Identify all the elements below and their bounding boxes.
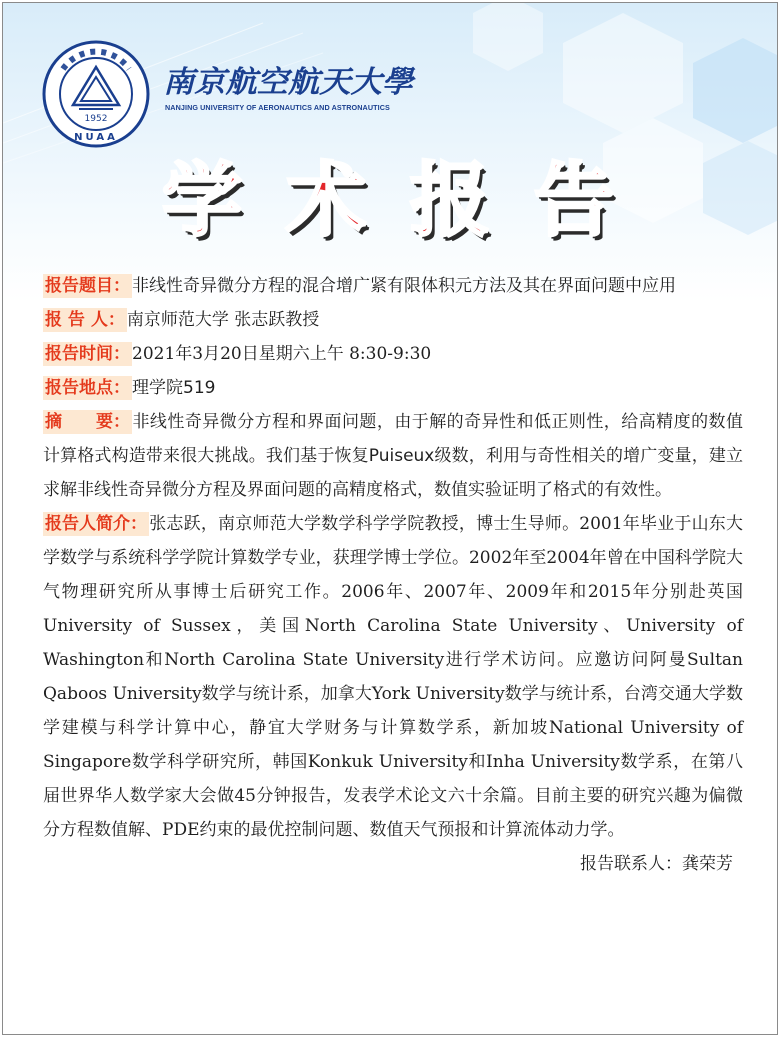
- topic-label: 报告题目：: [45, 276, 130, 296]
- time-label: 报告时间：: [45, 344, 130, 364]
- place-row: [43, 371, 743, 405]
- time-value: 2021年3月20日星期六上午 8:30-9:30: [132, 344, 432, 364]
- seal-year: 1952: [84, 114, 108, 124]
- university-name-en: NANJING UNIVERSITY OF AERONAUTICS AND ASTRONAUTICS: [165, 103, 390, 112]
- topic-row: [43, 269, 743, 303]
- speaker-value: 南京师范大学 张志跃教授: [126, 310, 320, 330]
- abstract-paragraph: [43, 405, 743, 507]
- seal-text: NUAA: [74, 132, 118, 143]
- university-name-cn: [163, 61, 423, 99]
- abstract-label: 摘 要：: [45, 412, 130, 432]
- bio-paragraph: [43, 507, 743, 847]
- abstract-text: 非线性奇异微分方程和界面问题，由于解的奇异性和低正则性，给高精度的数值计算格式构造带来很大挑战。我们基于恢复Puiseux级数，利用与奇性相关的增广变量，建立求解非线性奇异微分方程及界面问题的高精度格式，数值实验证明了格式的有效性。: [43, 412, 743, 500]
- report-content: [43, 269, 743, 881]
- topic-value: 非线性奇异微分方程的混合增广紧有限体积元方法及其在界面问题中应用: [132, 276, 676, 296]
- bio-label: 报告人简介：: [45, 514, 147, 534]
- poster: [2, 2, 778, 1035]
- svg-text:南京航空航天大學: 南京航空航天大學: [163, 65, 417, 99]
- page-title: 学术报告: [162, 154, 658, 247]
- bio-text: 张志跃，南京师范大学数学科学学院教授，博士生导师。2001年毕业于山东大学数学与系统科学学院计算数学专业，获理学博士学位。2002年至2004年曾在中国科学院大气物理研究所从事博士后研究工作。2006年、2007年、2009年和2015年分别赴英国University of Sussex，美国North Carolina State University、University of Washington和North Carolina State University进行学术访问。应邀访问阿曼Sultan Qaboos University数学与统计系，加拿大York University数学与统计系，台湾交通大学数学建模与科学计算中心，静宜大学财务与计算数学系，新加坡National University of Singapore数学科学研究所，韩国Konkuk University和Inha University数学系，在第八届世界华人数学家大会做45分钟报告，发表学术论文六十余篇。目前主要的研究兴趣为偏微分方程数值解、PDE约束的最优控制问题、数值天气预报和计算流体动力学。: [43, 514, 743, 840]
- contact-person: 报告联系人：龚荣芳: [580, 854, 733, 874]
- time-row: [43, 337, 743, 371]
- place-value: 理学院519: [132, 378, 216, 398]
- speaker-label: 报 告 人：: [45, 310, 125, 330]
- university-seal-icon: [41, 39, 151, 149]
- speaker-row: [43, 303, 743, 337]
- place-label: 报告地点：: [45, 378, 130, 398]
